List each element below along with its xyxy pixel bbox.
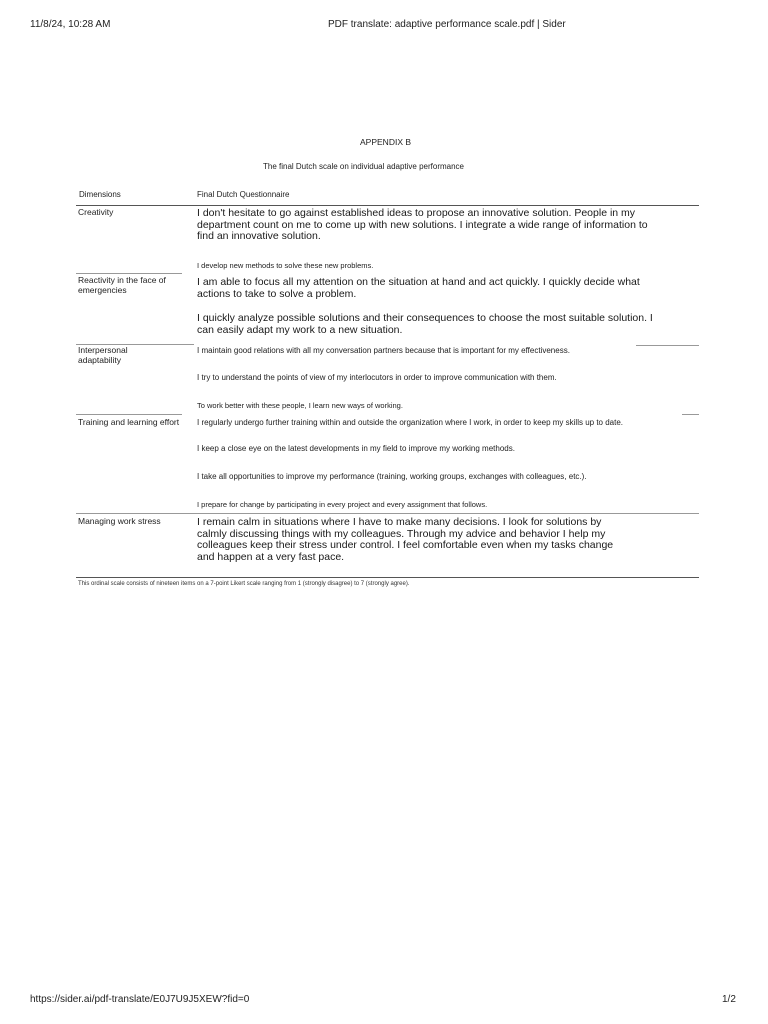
table-subtitle: The final Dutch scale on individual adaptive performance [263, 162, 465, 171]
row-divider-dim [76, 273, 182, 274]
table-bottom-rule [76, 577, 699, 578]
appendix-label: APPENDIX B [360, 137, 412, 147]
print-page-title: PDF translate: adaptive performance scale.pdf | Sider [328, 19, 566, 30]
questionnaire-item: I prepare for change by participating in every project and every assignment that follows. [197, 500, 488, 509]
dimension-label: Interpersonal adaptability [78, 345, 128, 365]
col-header-dimensions: Dimensions [79, 190, 121, 199]
dimension-label: Managing work stress [78, 516, 161, 526]
row-divider-right [636, 345, 699, 346]
row-divider-right [682, 414, 699, 415]
dimension-label: Creativity [78, 207, 114, 217]
questionnaire-item: I try to understand the points of view of my interlocutors in order to improve communication with them. [197, 373, 557, 382]
table-footnote: This ordinal scale consists of nineteen items on a 7-point Likert scale ranging from 1 (strongly disagree) to 7 (strongly agree). [78, 581, 410, 587]
print-url: https://sider.ai/pdf-translate/E0J7U9J5XEW?fid=0 [30, 994, 250, 1005]
questionnaire-item: To work better with these people, I learn new ways of working. [197, 401, 403, 410]
questionnaire-item: I regularly undergo further training within and outside the organization where I work, in order to keep my skills up to date. [197, 418, 624, 427]
dimension-label: Reactivity in the face of emergencies [78, 275, 166, 295]
questionnaire-item: I develop new methods to solve these new problems. [197, 261, 374, 270]
questionnaire-item: I don't hesitate to go against established ideas to propose an innovative solution. People in my department count on me to come up with new solutions. I integrate a wide range of information to find an innovative solution. [197, 207, 648, 242]
row-divider-full [76, 513, 699, 514]
dimension-label: Training and learning effort [78, 417, 180, 427]
questionnaire-item: I keep a close eye on the latest developments in my field to improve my working methods. [197, 444, 515, 453]
questionnaire-item: I am able to focus all my attention on the situation at hand and act quickly. I quickly decide what actions to take to solve a problem. [197, 276, 640, 300]
questionnaire-item: I take all opportunities to improve my performance (training, working groups, exchanges with colleagues, etc.). [197, 472, 587, 481]
print-page-count: 1/2 [722, 994, 736, 1005]
row-divider-dim [76, 414, 182, 415]
header-rule [76, 205, 699, 206]
questionnaire-item: I maintain good relations with all my conversation partners because that is important for my effectiveness. [197, 346, 570, 355]
col-header-questionnaire: Final Dutch Questionnaire [197, 190, 290, 199]
print-datetime: 11/8/24, 10:28 AM [30, 19, 111, 30]
questionnaire-item: I remain calm in situations where I have to make many decisions. I look for solutions by calmly discussing things with my colleagues. Through my advice and behavior I help my colleagues keep their stress under control. I feel comfortable even when my tasks change and happen at a very fast pace. [197, 516, 614, 563]
questionnaire-item: I quickly analyze possible solutions and their consequences to choose the most suitable solution. I can easily adapt my work to a new situation. [197, 312, 653, 336]
